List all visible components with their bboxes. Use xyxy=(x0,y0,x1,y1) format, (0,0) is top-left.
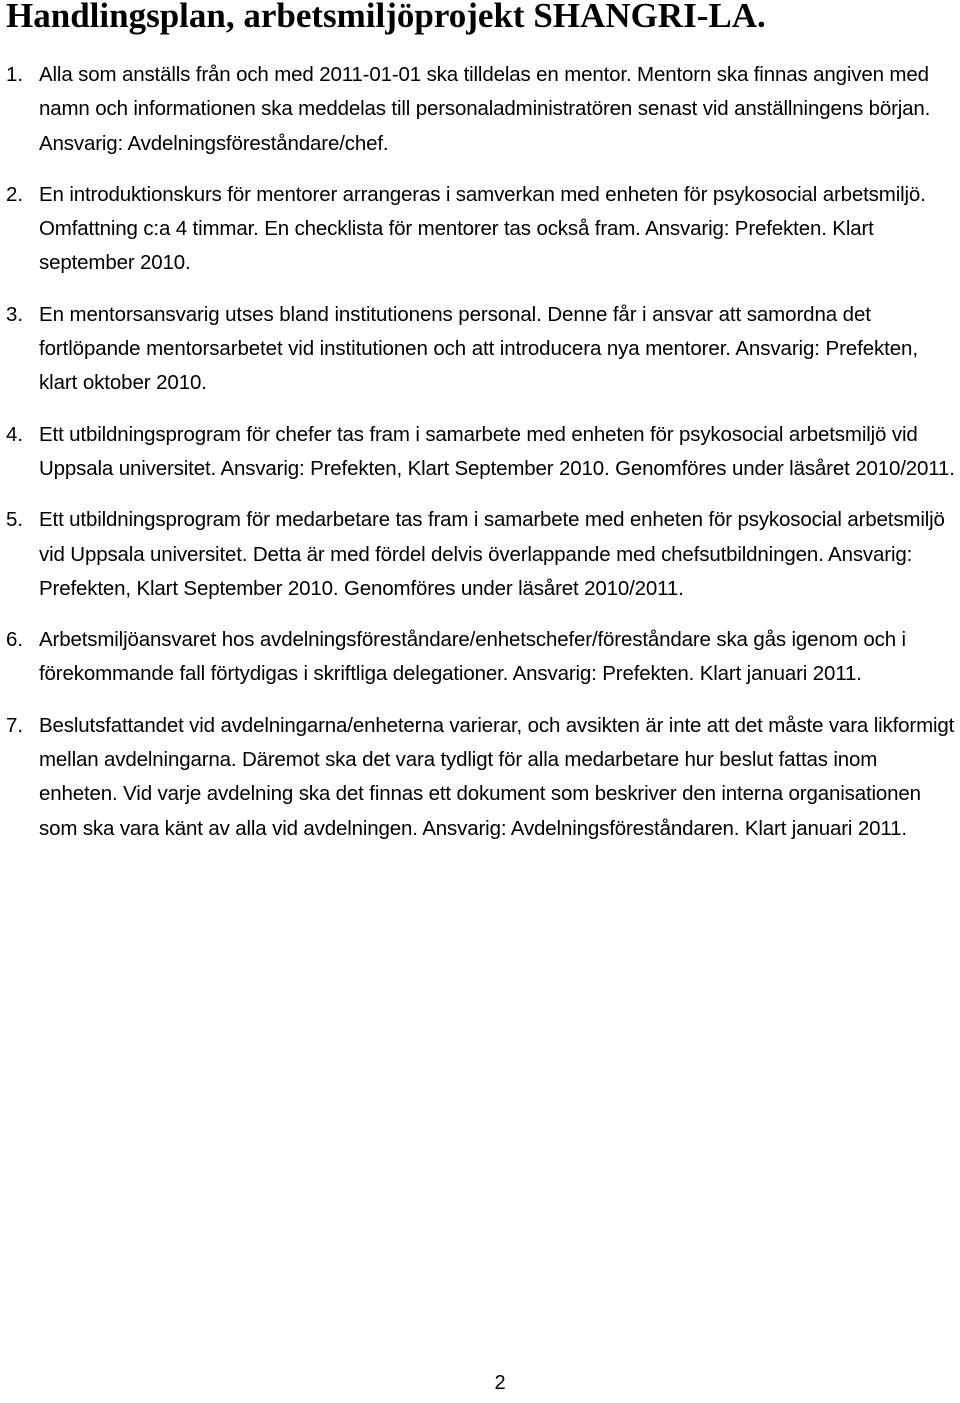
item-text: Ett utbildningsprogram för medarbetare tas fram i samarbete med enheten för psykosocial arbetsmiljö vid Uppsala universitet. Detta är med fördel delvis överlappande med chefsutbildningen. Ansvarig: Prefekten, Klart September 2010. Genomföres under läsåret 2010/2011. xyxy=(39,508,945,600)
item-text: En mentorsansvarig utses bland institutionens personal. Denne får i ansvar att samordna det fortlöpande mentorsarbetet vid institutionen och att introducera nya mentorer. Ansvarig: Prefekten, klart oktober 2010. xyxy=(39,302,918,395)
page-number: 2 xyxy=(494,1372,506,1394)
item-number: 4. xyxy=(6,422,24,446)
list-item xyxy=(0,709,960,846)
item-text: Beslutsfattandet vid avdelningarna/enheterna varierar, och avsikten är inte att det måste vara likformigt mellan avdelningarna. Däremot ska det vara tydligt för alla medarbetare hur beslut fattas inom enheten. Vid varje avdelning ska det finnas ett dokument som beskriver den interna organisationen som ska vara känt av alla vid avdelningen. Ansvarig: Avdelningsföreståndaren. Klart januari 2011. xyxy=(39,713,955,840)
item-text: En introduktionskurs för mentorer arrangeras i samverkan med enheten för psykosocial arbetsmiljö. Omfattning c:a 4 timmar. En checklista för mentorer tas också fram. Ansvarig: Prefekten. Klart september 2010. xyxy=(39,182,926,275)
list-item xyxy=(0,58,960,161)
list-item xyxy=(0,298,960,401)
item-number: 3. xyxy=(6,302,24,326)
item-number: 5. xyxy=(6,508,24,532)
item-number: 1. xyxy=(6,63,24,86)
list-item xyxy=(0,178,960,281)
action-list xyxy=(0,58,960,863)
item-number: 6. xyxy=(6,628,24,652)
list-item xyxy=(0,503,960,606)
list-item xyxy=(0,623,960,692)
item-text: Ett utbildningsprogram för chefer tas fram i samarbete med enheten för psykosocial arbetsmiljö vid Uppsala universitet. Ansvarig: Prefekten, Klart September 2010. Genomföres under läsåret 2010/2011. xyxy=(39,422,955,480)
item-text: Arbetsmiljöansvaret hos avdelningsföreståndare/enhetschefer/föreståndare ska gås igenom och i förekommande fall förtydigas i skriftliga delegationer. Ansvarig: Prefekten. Klart januari 2011. xyxy=(39,628,906,686)
item-text: Alla som anställs från och med 2011-01-01 ska tilldelas en mentor. Mentorn ska finnas angiven med namn och informationen ska meddelas till personaladministratören senast vid anställningens början. Ansvarig: Avdelningsföreståndare/chef. xyxy=(39,63,931,155)
document-title: Handlingsplan, arbetsmiljöprojekt SHANGRI-LA. xyxy=(6,0,766,35)
list-item xyxy=(0,418,960,487)
item-number: 2. xyxy=(6,182,24,206)
item-number: 7. xyxy=(6,713,24,737)
